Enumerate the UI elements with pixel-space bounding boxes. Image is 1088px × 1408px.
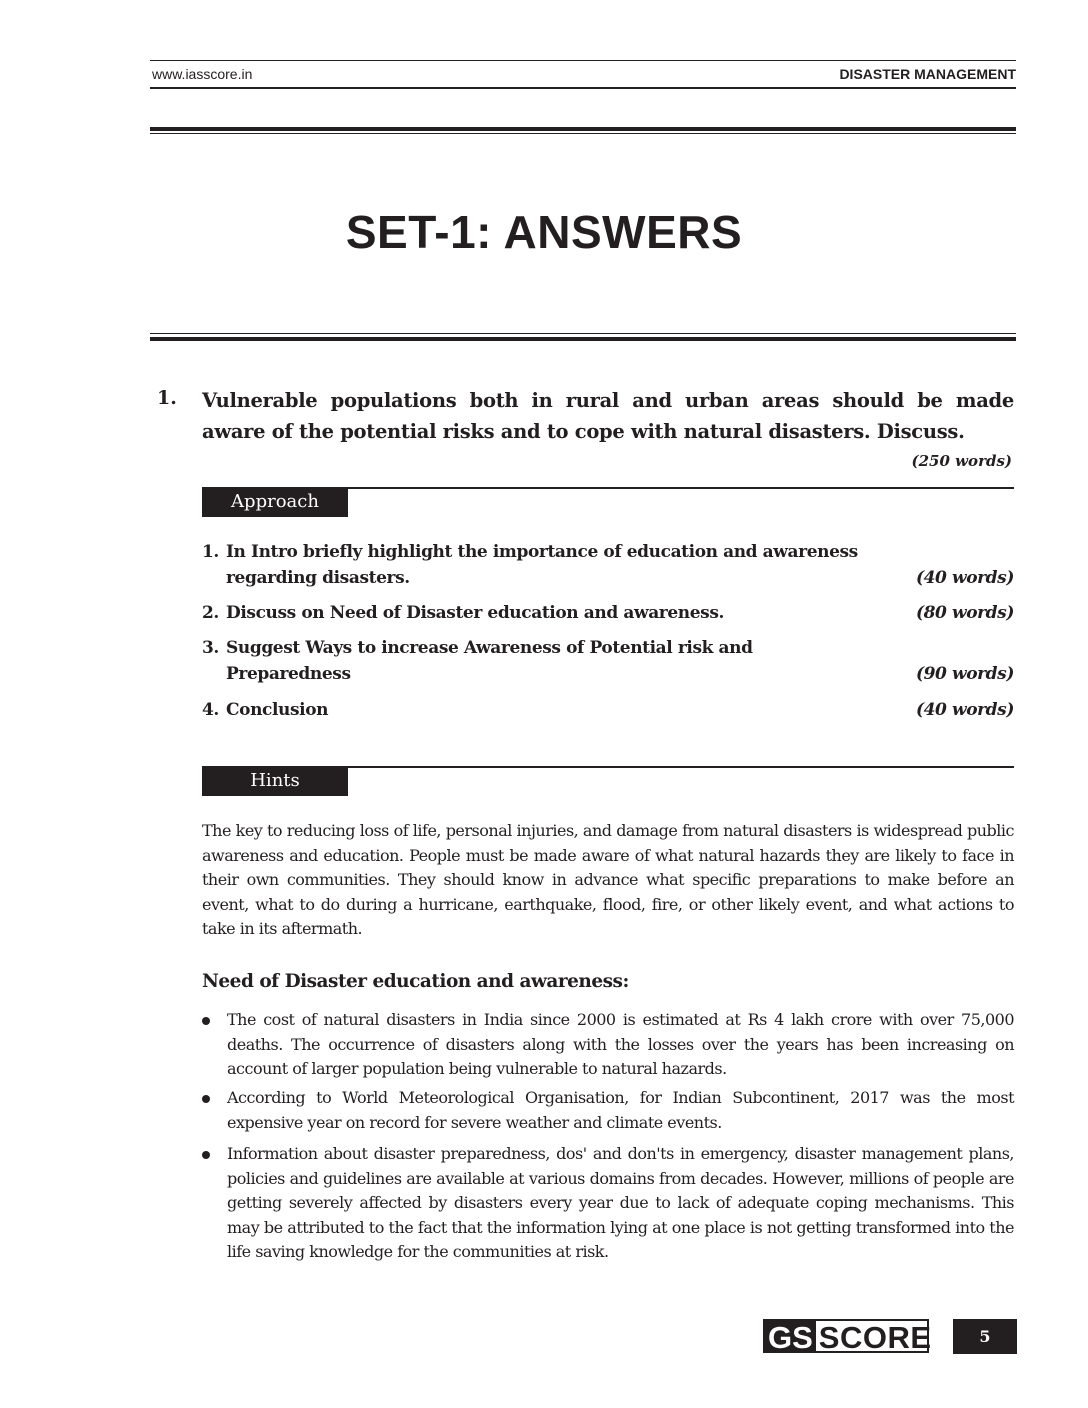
approach-item-words: (90 words) <box>915 664 1014 684</box>
approach-item-number: 1. <box>202 542 219 562</box>
approach-item-number: 2. <box>202 603 219 623</box>
question-word-limit: (250 words) <box>911 452 1012 470</box>
hints-subheading: Need of Disaster education and awareness: <box>202 971 629 992</box>
hint-bullet <box>202 1086 1014 1135</box>
header-top-rule <box>150 60 1016 61</box>
header-section-title: DISASTER MANAGEMENT <box>839 66 1016 82</box>
title-top-rule-thick <box>150 127 1016 131</box>
bullet-icon <box>202 1095 210 1103</box>
approach-item-text: Conclusion <box>226 700 329 720</box>
hint-bullet-text: According to World Meteorological Organisation, for Indian Subcontinent, 2017 was the most expensive year on record for severe weather and climate events. <box>227 1088 1014 1132</box>
approach-item <box>202 600 1014 626</box>
approach-item-words: (40 words) <box>915 568 1014 588</box>
approach-item-text: Suggest Ways to increase Awareness of Potential risk and Preparedness <box>226 638 753 684</box>
hint-bullet <box>202 1008 1014 1082</box>
approach-item-words: (80 words) <box>915 603 1014 623</box>
hint-bullet <box>202 1142 1014 1265</box>
bullet-icon <box>202 1151 210 1159</box>
approach-item-text: Discuss on Need of Disaster education and awareness. <box>226 603 725 623</box>
approach-item-number: 3. <box>202 638 219 658</box>
title-top-rule-thin <box>150 133 1016 134</box>
question-number: 1. <box>157 387 177 409</box>
question-text: Vulnerable populations both in rural and urban areas should be made aware of the potential risks and to cope with natural disasters. Discuss. <box>202 389 1014 443</box>
title-bottom-rule-thin <box>150 333 1016 334</box>
gsscore-logo <box>763 1319 932 1355</box>
logo-gs: GS <box>765 1321 816 1351</box>
hint-bullet-text: The cost of natural disasters in India since 2000 is estimated at Rs 4 lakh crore with over 75,000 deaths. The occurrence of disasters along with the losses over the years has been increasing on account of larger population being vulnerable to natural hazards. <box>227 1010 1014 1078</box>
approach-item-words: (40 words) <box>915 700 1014 720</box>
hint-bullet-text: Information about disaster preparedness, dos' and don'ts in emergency, disaster management plans, policies and guidelines are available at various domains from decades. However, millions of people are getting severely affected by disasters every year due to lack of adequate coping mechanisms. This may be attributed to the fact that the information lying at one place is not getting transformed into the life saving knowledge for the communities at risk. <box>227 1144 1014 1261</box>
approach-item-number: 4. <box>202 700 219 720</box>
approach-item-text: In Intro briefly highlight the importance of education and awareness regarding disasters. <box>226 542 858 588</box>
approach-item <box>202 539 1014 591</box>
page-title: SET-1: ANSWERS <box>345 206 743 258</box>
approach-item <box>202 697 1014 723</box>
hints-label: Hints <box>202 766 348 796</box>
bullet-icon <box>202 1017 210 1025</box>
logo-score: SCORE <box>818 1320 932 1355</box>
approach-label: Approach <box>202 487 348 517</box>
page-number: 5 <box>953 1319 1017 1354</box>
hints-paragraph: The key to reducing loss of life, personal injuries, and damage from natural disasters is widespread public awareness and education. People must be made aware of what natural hazards they are likely to face in their own communities. They should know in advance what specific preparations to make before an event, what to do during a hurricane, earthquake, flood, fire, or other likely event, and what actions to take in its aftermath. <box>202 821 1014 938</box>
title-bottom-rule-thick <box>150 337 1016 341</box>
approach-item <box>202 635 1014 687</box>
header-bottom-rule <box>150 87 1016 89</box>
header-url: www.iasscore.in <box>152 66 253 82</box>
